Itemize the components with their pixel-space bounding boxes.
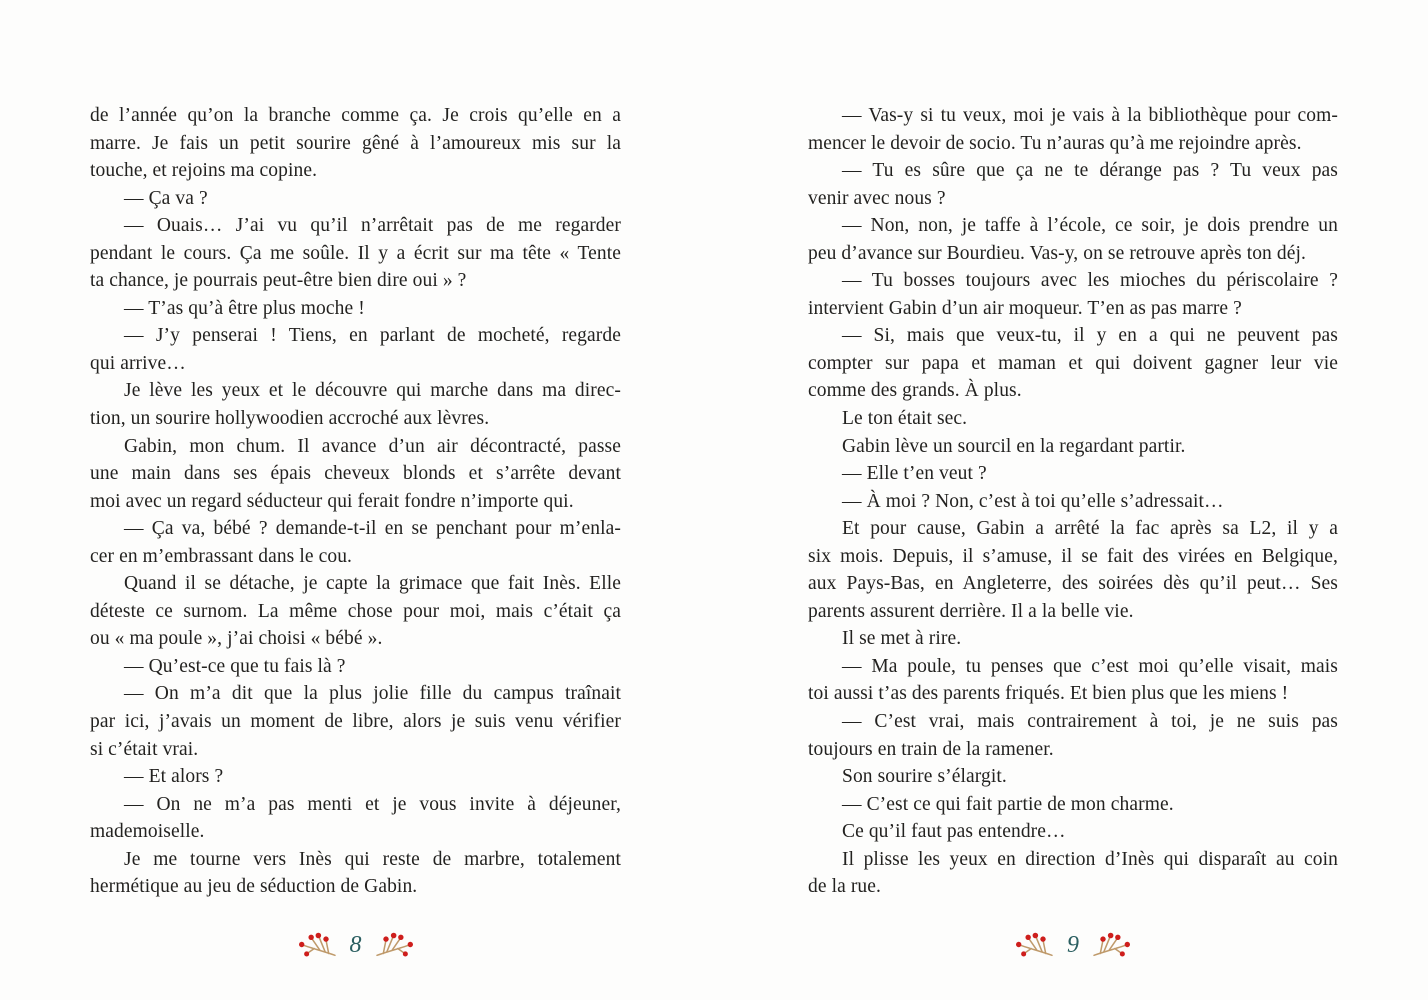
text-line: marre. Je fais un petit sourire gêné à l’amoureux mis sur la: [90, 132, 621, 154]
text-line: Je lève les yeux et le découvre qui marche dans ma direc-: [124, 380, 621, 402]
text-line: — Ma poule, tu penses que c’est moi qu’elle visait, mais: [842, 655, 1338, 677]
text-line: parents assurent derrière. Il a la belle vie.: [808, 600, 1134, 622]
text-line: touche, et rejoins ma copine.: [90, 160, 318, 182]
page-number: 8: [349, 931, 362, 958]
text-line: pendant le cours. Ça me soûle. Il y a écrit sur ma tête « Tente: [90, 242, 621, 264]
page-number: 9: [1067, 931, 1079, 958]
text-line: — À moi ? Non, c’est à toi qu’elle s’adressait…: [842, 490, 1224, 512]
text-line: — Si, mais que veux-tu, il y en a qui ne peuvent pas: [842, 325, 1338, 347]
text-line: déteste ce surnom. La même chose pour moi, mais c’était ça: [90, 600, 621, 622]
text-line: mademoiselle.: [90, 821, 205, 843]
text-line: peu d’avance sur Bourdieu. Vas-y, on se retrouve après ton déj.: [808, 242, 1306, 264]
left-page-footer: [90, 931, 621, 958]
berry-branch-ornament-icon: [1092, 931, 1132, 958]
text-line: — J’y penserai ! Tiens, en parlant de mocheté, regarde: [124, 325, 621, 347]
text-line: Je me tourne vers Inès qui reste de marbre, totalement: [124, 848, 621, 870]
berry-branch-ornament-icon: [375, 931, 415, 958]
text-line: — T’as qu’à être plus moche !: [124, 297, 365, 319]
text-line: six mois. Depuis, il s’amuse, il se fait des virées en Belgique,: [808, 545, 1338, 567]
text-line: Gabin lève un sourcil en la regardant partir.: [842, 435, 1186, 457]
text-line: Il plisse les yeux en direction d’Inès qui disparaît au coin: [842, 848, 1338, 870]
text-line: par ici, j’avais un moment de libre, alors je suis venu vérifier: [90, 711, 621, 733]
text-line: — Tu es sûre que ça ne te dérange pas ? Tu veux pas: [842, 160, 1338, 182]
text-line: — Qu’est-ce que tu fais là ?: [124, 655, 346, 677]
text-line: Et pour cause, Gabin a arrêté la fac après sa L2, il y a: [842, 518, 1338, 540]
text-line: toi aussi t’as des parents friqués. Et bien plus que les miens !: [808, 683, 1289, 705]
text-line: — Non, non, je taffe à l’école, ce soir, je dois prendre un: [842, 215, 1338, 237]
text-line: intervient Gabin d’un air moqueur. T’en as pas marre ?: [808, 297, 1242, 319]
text-line: Gabin, mon chum. Il avance d’un air décontracté, passe: [124, 435, 621, 457]
berry-branch-ornament-icon: [297, 931, 337, 958]
text-line: Il se met à rire.: [842, 628, 962, 650]
left-page-text: [90, 102, 621, 901]
text-line: — On ne m’a pas menti et je vous invite à déjeuner,: [124, 793, 621, 815]
text-line: cer en m’embrassant dans le cou.: [90, 545, 353, 567]
right-page-text: [808, 102, 1338, 901]
text-line: — C’est ce qui fait partie de mon charme.: [842, 793, 1174, 815]
text-line: — C’est vrai, mais contrairement à toi, je ne suis pas: [842, 711, 1338, 733]
text-line: — Et alors ?: [124, 766, 224, 788]
text-line: aux Pays-Bas, en Angleterre, des soirées dès qu’il peut… Ses: [808, 573, 1338, 595]
text-line: comme des grands. À plus.: [808, 380, 1022, 402]
text-line: Son sourire s’élargit.: [842, 766, 1007, 788]
text-line: une main dans ses épais cheveux blonds et s’arrête devant: [90, 463, 621, 485]
text-line: — On m’a dit que la plus jolie fille du campus traînait: [124, 683, 621, 705]
text-line: mencer le devoir de socio. Tu n’auras qu’à me rejoindre après.: [808, 132, 1302, 154]
text-line: de l’année qu’on la branche comme ça. Je crois qu’elle en a: [90, 105, 621, 126]
text-line: qui arrive…: [90, 352, 186, 374]
text-line: — Ça va ?: [124, 187, 208, 209]
berry-branch-ornament-icon: [1014, 931, 1054, 958]
text-line: si c’était vrai.: [90, 738, 199, 760]
text-line: Quand il se détache, je capte la grimace que fait Inès. Elle: [124, 573, 621, 595]
text-line: hermétique au jeu de séduction de Gabin.: [90, 876, 418, 898]
text-line: compter sur papa et maman et qui doivent gagner leur vie: [808, 352, 1338, 374]
text-line: — Tu bosses toujours avec les mioches du périscolaire ?: [842, 270, 1338, 292]
right-page-footer: [808, 931, 1338, 958]
text-line: — Ouais… J’ai vu qu’il n’arrêtait pas de me regarder: [124, 215, 621, 237]
text-line: moi avec un regard séducteur qui ferait fondre n’importe qui.: [90, 490, 574, 512]
text-line: toujours en train de la ramener.: [808, 738, 1054, 760]
text-line: Le ton était sec.: [842, 408, 968, 430]
text-line: venir avec nous ?: [808, 187, 946, 209]
text-line: Ce qu’il faut pas entendre…: [842, 821, 1066, 843]
text-line: tion, un sourire hollywoodien accroché aux lèvres.: [90, 408, 490, 430]
text-line: ou « ma poule », j’ai choisi « bébé ».: [90, 628, 383, 650]
text-line: de la rue.: [808, 876, 882, 898]
text-line: — Vas-y si tu veux, moi je vais à la bibliothèque pour com-: [842, 105, 1338, 126]
text-line: — Ça va, bébé ? demande-t-il en se penchant pour m’enla-: [124, 518, 621, 540]
text-line: — Elle t’en veut ?: [842, 463, 987, 485]
text-line: ta chance, je pourrais peut-être bien dire oui » ?: [90, 270, 467, 292]
